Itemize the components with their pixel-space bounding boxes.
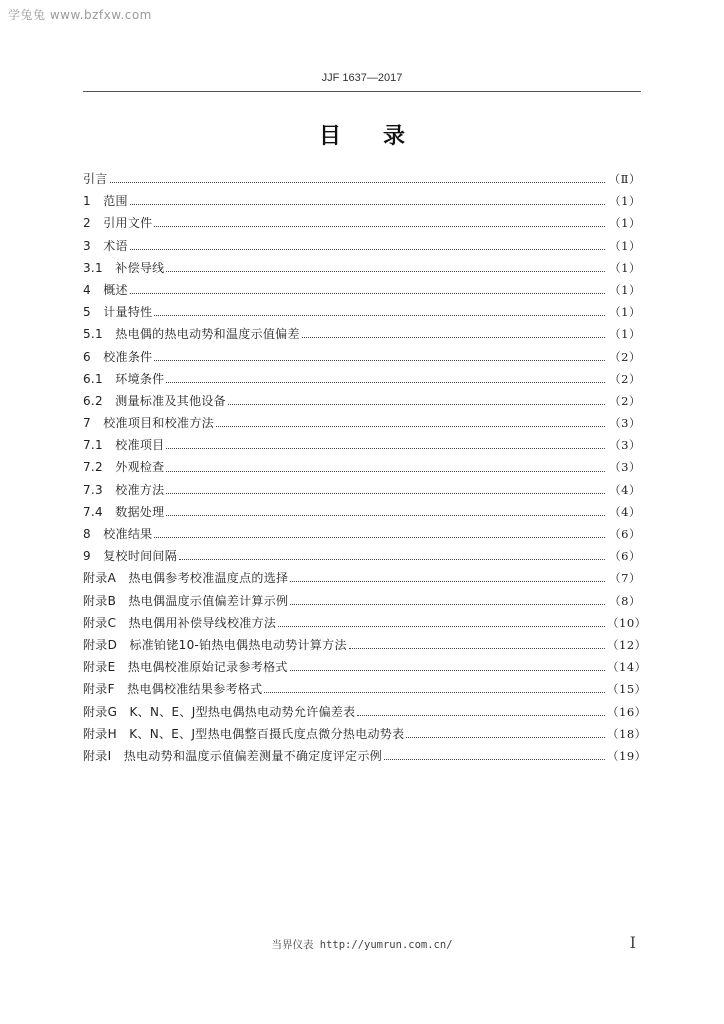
toc-entry-page: （3）	[609, 416, 641, 431]
toc-entry[interactable]	[83, 501, 641, 523]
toc-entry[interactable]	[83, 412, 641, 434]
toc-entry[interactable]	[83, 235, 641, 257]
toc-entry-page: （19）	[607, 748, 647, 763]
toc-entry-label: 7.3 校准方法	[83, 482, 165, 497]
toc-entry-page: （14）	[607, 660, 647, 675]
toc-entry-label: 附录D 标准铂铑10-铂热电偶热电动势计算方法	[83, 637, 347, 652]
toc-entry-page: （1）	[609, 194, 641, 209]
toc-dot-leader	[154, 314, 605, 316]
toc-entry[interactable]	[83, 279, 641, 301]
toc-entry[interactable]	[83, 456, 641, 478]
toc-entry[interactable]	[83, 434, 641, 456]
toc-dot-leader	[166, 381, 605, 383]
toc-dot-leader	[130, 203, 605, 205]
toc-entry[interactable]	[83, 745, 647, 767]
toc-entry-page: （2）	[609, 393, 641, 408]
toc-dot-leader	[166, 470, 605, 472]
standard-number-header: JJF 1637—2017	[321, 72, 403, 84]
toc-entry-page: （1）	[609, 216, 641, 231]
toc-dot-leader	[302, 336, 605, 338]
toc-entry-label: 5.1 热电偶的热电动势和温度示值偏差	[83, 327, 300, 342]
toc-entry-page: （3）	[609, 460, 641, 475]
toc-dot-leader	[130, 292, 605, 294]
toc-dot-leader	[264, 691, 605, 693]
table-of-contents	[83, 168, 647, 767]
toc-entry-label: 7.1 校准项目	[83, 438, 165, 453]
toc-entry[interactable]	[83, 590, 641, 612]
toc-entry[interactable]	[83, 301, 641, 323]
toc-entry[interactable]	[83, 701, 647, 723]
toc-entry[interactable]	[83, 190, 641, 212]
toc-entry-page: （2）	[609, 349, 641, 364]
toc-entry-label: 7 校准项目和校准方法	[83, 416, 214, 431]
toc-entry[interactable]	[83, 390, 641, 412]
toc-entry-page: （12）	[607, 637, 647, 652]
toc-dot-leader	[166, 514, 605, 516]
toc-dot-leader	[166, 492, 605, 494]
toc-entry-page: （Ⅱ）	[608, 172, 641, 186]
toc-dot-leader	[278, 625, 605, 627]
toc-entry[interactable]	[83, 479, 641, 501]
toc-entry-label: 附录H K、N、E、J型热电偶整百摄氏度点微分热电动势表	[83, 726, 405, 741]
toc-entry-label: 1 范围	[83, 194, 128, 209]
toc-dot-leader	[166, 270, 605, 272]
toc-entry-page: （1）	[609, 238, 641, 253]
toc-entry[interactable]	[83, 678, 647, 700]
footer-page-number: Ⅰ	[629, 933, 636, 952]
toc-entry[interactable]	[83, 634, 647, 656]
watermark-text: 学兔兔 www.bzfxw.com	[8, 8, 152, 22]
toc-entry-page: （8）	[609, 593, 641, 608]
toc-entry[interactable]	[83, 212, 641, 234]
toc-dot-leader	[110, 181, 605, 183]
toc-dot-leader	[130, 248, 605, 250]
toc-entry-label: 附录I 热电动势和温度示值偏差测量不确定度评定示例	[83, 748, 383, 763]
toc-entry-page: （15）	[607, 682, 647, 697]
toc-entry-page: （4）	[609, 504, 641, 519]
toc-entry-label: 7.2 外观检查	[83, 460, 165, 475]
toc-dot-leader	[216, 425, 605, 427]
toc-entry[interactable]	[83, 656, 647, 678]
toc-entry[interactable]	[83, 612, 647, 634]
toc-entry-label: 6.2 测量标准及其他设备	[83, 393, 226, 408]
toc-entry-label: 引言	[83, 172, 108, 186]
toc-dot-leader	[290, 580, 605, 582]
toc-entry[interactable]	[83, 168, 641, 190]
header-divider	[83, 91, 641, 92]
toc-entry-label: 3.1 补偿导线	[83, 260, 165, 275]
toc-dot-leader	[290, 669, 605, 671]
toc-entry-label: 附录G K、N、E、J型热电偶热电动势允许偏差表	[83, 704, 356, 719]
toc-dot-leader	[228, 403, 605, 405]
toc-entry-page: （7）	[609, 571, 641, 586]
toc-dot-leader	[154, 359, 605, 361]
toc-entry[interactable]	[83, 257, 641, 279]
toc-entry-label: 附录F 热电偶校准结果参考格式	[83, 682, 263, 697]
toc-entry-page: （16）	[607, 704, 647, 719]
toc-entry-label: 6 校准条件	[83, 349, 153, 364]
toc-entry-page: （18）	[607, 726, 647, 741]
toc-entry-label: 4 概述	[83, 282, 128, 297]
page-title: 目录	[318, 124, 447, 149]
toc-entry-page: （6）	[609, 527, 641, 541]
toc-entry-label: 附录B 热电偶温度示值偏差计算示例	[83, 593, 289, 608]
toc-entry[interactable]	[83, 323, 641, 345]
toc-dot-leader	[290, 603, 605, 605]
toc-dot-leader	[357, 714, 605, 716]
toc-dot-leader	[384, 758, 605, 760]
toc-entry-page: （2）	[609, 371, 641, 386]
toc-entry[interactable]	[83, 723, 647, 745]
toc-entry-label: 3 术语	[83, 238, 128, 253]
toc-dot-leader	[154, 225, 605, 227]
toc-dot-leader	[406, 736, 605, 738]
toc-entry-page: （6）	[609, 549, 641, 564]
toc-entry-label: 9 复校时间间隔	[83, 549, 178, 564]
toc-entry-page: （1）	[609, 305, 641, 320]
toc-dot-leader	[166, 447, 605, 449]
toc-entry-page: （3）	[609, 438, 641, 453]
toc-dot-leader	[154, 536, 605, 538]
toc-dot-leader	[349, 647, 605, 649]
toc-entry[interactable]	[83, 545, 641, 567]
toc-entry[interactable]	[83, 523, 641, 545]
toc-entry-label: 6.1 环境条件	[83, 371, 165, 386]
toc-entry-label: 8 校准结果	[83, 527, 153, 541]
toc-entry-label: 7.4 数据处理	[83, 504, 165, 519]
toc-entry-label: 5 计量特性	[83, 305, 153, 320]
toc-entry-label: 附录E 热电偶校准原始记录参考格式	[83, 660, 288, 675]
toc-entry[interactable]	[83, 346, 641, 368]
toc-entry-page: （1）	[609, 260, 641, 275]
toc-entry-page: （1）	[609, 327, 641, 342]
toc-entry[interactable]	[83, 368, 641, 390]
footer-source: 当界仪表 http://yumrun.com.cn/	[271, 939, 453, 951]
toc-entry-label: 附录C 热电偶用补偿导线校准方法	[83, 615, 277, 630]
toc-dot-leader	[179, 558, 605, 560]
toc-entry-page: （10）	[607, 615, 647, 630]
toc-entry-label: 2 引用文件	[83, 216, 153, 231]
toc-entry[interactable]	[83, 567, 641, 589]
toc-entry-page: （4）	[609, 482, 641, 497]
toc-entry-page: （1）	[609, 282, 641, 297]
toc-entry-label: 附录A 热电偶参考校准温度点的选择	[83, 571, 289, 586]
